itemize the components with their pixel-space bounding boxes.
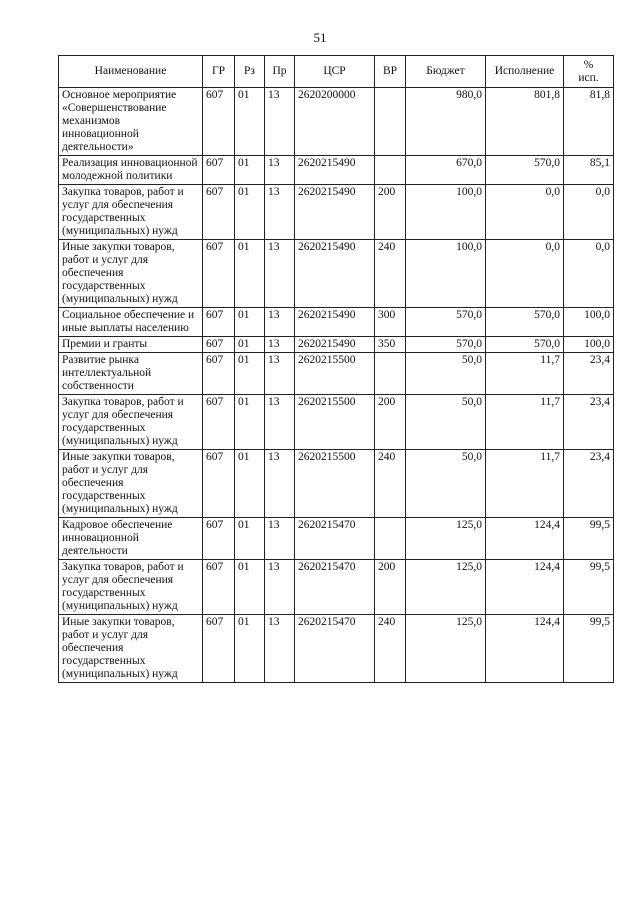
cell-execution: 124,4 bbox=[486, 560, 564, 615]
cell-execution: 0,0 bbox=[486, 185, 564, 240]
cell-name: Иные закупки товаров, работ и услуг для обеспечения государственных (муниципальных) нужд bbox=[59, 450, 203, 518]
cell-execution: 801,8 bbox=[486, 88, 564, 156]
cell-csr: 2620215500 bbox=[295, 353, 375, 395]
header-gr: ГР bbox=[203, 56, 235, 88]
cell-budget: 50,0 bbox=[406, 395, 486, 450]
cell-name: Развитие рынка интеллектуальной собственности bbox=[59, 353, 203, 395]
cell-budget: 125,0 bbox=[406, 615, 486, 683]
table-row bbox=[59, 395, 614, 450]
table-row bbox=[59, 353, 614, 395]
cell-vr: 300 bbox=[375, 308, 406, 337]
cell-csr: 2620215470 bbox=[295, 615, 375, 683]
cell-gr: 607 bbox=[203, 518, 235, 560]
cell-percent: 100,0 bbox=[564, 337, 614, 353]
budget-table bbox=[58, 55, 614, 683]
header-budget: Бюджет bbox=[406, 56, 486, 88]
cell-gr: 607 bbox=[203, 395, 235, 450]
cell-csr: 2620215490 bbox=[295, 185, 375, 240]
cell-gr: 607 bbox=[203, 88, 235, 156]
cell-vr bbox=[375, 88, 406, 156]
cell-rz: 01 bbox=[235, 395, 265, 450]
cell-execution: 570,0 bbox=[486, 156, 564, 185]
cell-percent: 23,4 bbox=[564, 450, 614, 518]
cell-gr: 607 bbox=[203, 240, 235, 308]
cell-pr: 13 bbox=[265, 450, 295, 518]
cell-execution: 11,7 bbox=[486, 395, 564, 450]
cell-csr: 2620215490 bbox=[295, 308, 375, 337]
cell-percent: 99,5 bbox=[564, 518, 614, 560]
cell-execution: 570,0 bbox=[486, 308, 564, 337]
table-row bbox=[59, 518, 614, 560]
cell-budget: 670,0 bbox=[406, 156, 486, 185]
header-vr: ВР bbox=[375, 56, 406, 88]
cell-budget: 125,0 bbox=[406, 518, 486, 560]
table-body bbox=[59, 88, 614, 683]
cell-vr: 200 bbox=[375, 560, 406, 615]
cell-pr: 13 bbox=[265, 337, 295, 353]
cell-name: Закупка товаров, работ и услуг для обеспечения государственных (муниципальных) нужд bbox=[59, 185, 203, 240]
cell-gr: 607 bbox=[203, 560, 235, 615]
cell-name: Кадровое обеспечение инновационной деятельности bbox=[59, 518, 203, 560]
cell-name: Иные закупки товаров, работ и услуг для обеспечения государственных (муниципальных) нужд bbox=[59, 240, 203, 308]
cell-csr: 2620200000 bbox=[295, 88, 375, 156]
cell-pr: 13 bbox=[265, 615, 295, 683]
cell-pr: 13 bbox=[265, 185, 295, 240]
table-row bbox=[59, 337, 614, 353]
cell-budget: 980,0 bbox=[406, 88, 486, 156]
cell-pr: 13 bbox=[265, 353, 295, 395]
cell-percent: 99,5 bbox=[564, 560, 614, 615]
table-row bbox=[59, 185, 614, 240]
cell-execution: 11,7 bbox=[486, 450, 564, 518]
cell-csr: 2620215500 bbox=[295, 450, 375, 518]
cell-percent: 0,0 bbox=[564, 185, 614, 240]
table-row bbox=[59, 450, 614, 518]
cell-budget: 100,0 bbox=[406, 240, 486, 308]
cell-csr: 2620215470 bbox=[295, 518, 375, 560]
cell-budget: 570,0 bbox=[406, 308, 486, 337]
cell-vr: 240 bbox=[375, 450, 406, 518]
table-row bbox=[59, 560, 614, 615]
cell-name: Основное мероприятие «Совершенствование механизмов инновационной деятельности» bbox=[59, 88, 203, 156]
cell-rz: 01 bbox=[235, 185, 265, 240]
cell-name: Закупка товаров, работ и услуг для обеспечения государственных (муниципальных) нужд bbox=[59, 395, 203, 450]
cell-gr: 607 bbox=[203, 450, 235, 518]
table-row bbox=[59, 308, 614, 337]
header-name: Наименование bbox=[59, 56, 203, 88]
cell-vr bbox=[375, 518, 406, 560]
header-execution: Исполнение bbox=[486, 56, 564, 88]
table-row bbox=[59, 88, 614, 156]
cell-gr: 607 bbox=[203, 353, 235, 395]
cell-percent: 99,5 bbox=[564, 615, 614, 683]
cell-rz: 01 bbox=[235, 560, 265, 615]
cell-percent: 0,0 bbox=[564, 240, 614, 308]
cell-vr: 200 bbox=[375, 185, 406, 240]
cell-gr: 607 bbox=[203, 308, 235, 337]
cell-vr: 200 bbox=[375, 395, 406, 450]
cell-pr: 13 bbox=[265, 518, 295, 560]
cell-rz: 01 bbox=[235, 156, 265, 185]
cell-percent: 23,4 bbox=[564, 395, 614, 450]
cell-gr: 607 bbox=[203, 615, 235, 683]
cell-pr: 13 bbox=[265, 560, 295, 615]
cell-vr: 240 bbox=[375, 615, 406, 683]
cell-percent: 100,0 bbox=[564, 308, 614, 337]
cell-csr: 2620215470 bbox=[295, 560, 375, 615]
cell-rz: 01 bbox=[235, 88, 265, 156]
cell-budget: 50,0 bbox=[406, 353, 486, 395]
cell-budget: 100,0 bbox=[406, 185, 486, 240]
cell-gr: 607 bbox=[203, 156, 235, 185]
cell-rz: 01 bbox=[235, 518, 265, 560]
cell-name: Реализация инновационной молодежной политики bbox=[59, 156, 203, 185]
cell-vr bbox=[375, 353, 406, 395]
cell-pr: 13 bbox=[265, 240, 295, 308]
cell-name: Социальное обеспечение и иные выплаты населению bbox=[59, 308, 203, 337]
cell-percent: 81,8 bbox=[564, 88, 614, 156]
cell-execution: 124,4 bbox=[486, 518, 564, 560]
cell-pr: 13 bbox=[265, 395, 295, 450]
cell-execution: 0,0 bbox=[486, 240, 564, 308]
cell-vr bbox=[375, 156, 406, 185]
page-number: 51 bbox=[313, 30, 327, 45]
cell-vr: 350 bbox=[375, 337, 406, 353]
cell-execution: 124,4 bbox=[486, 615, 564, 683]
cell-name: Иные закупки товаров, работ и услуг для обеспечения государственных (муниципальных) нужд bbox=[59, 615, 203, 683]
header-pr: Пр bbox=[265, 56, 295, 88]
cell-vr: 240 bbox=[375, 240, 406, 308]
table-row bbox=[59, 156, 614, 185]
cell-budget: 125,0 bbox=[406, 560, 486, 615]
header-percent: % исп. bbox=[564, 56, 614, 88]
cell-rz: 01 bbox=[235, 308, 265, 337]
cell-gr: 607 bbox=[203, 337, 235, 353]
cell-csr: 2620215490 bbox=[295, 156, 375, 185]
cell-gr: 607 bbox=[203, 185, 235, 240]
cell-pr: 13 bbox=[265, 156, 295, 185]
cell-csr: 2620215490 bbox=[295, 337, 375, 353]
table-row bbox=[59, 240, 614, 308]
cell-csr: 2620215500 bbox=[295, 395, 375, 450]
cell-budget: 570,0 bbox=[406, 337, 486, 353]
cell-name: Премии и гранты bbox=[59, 337, 203, 353]
cell-rz: 01 bbox=[235, 615, 265, 683]
cell-budget: 50,0 bbox=[406, 450, 486, 518]
cell-csr: 2620215490 bbox=[295, 240, 375, 308]
table-row bbox=[59, 615, 614, 683]
cell-name: Закупка товаров, работ и услуг для обеспечения государственных (муниципальных) нужд bbox=[59, 560, 203, 615]
cell-pr: 13 bbox=[265, 88, 295, 156]
header-csr: ЦСР bbox=[295, 56, 375, 88]
cell-pr: 13 bbox=[265, 308, 295, 337]
cell-rz: 01 bbox=[235, 353, 265, 395]
table-header-row bbox=[59, 56, 614, 88]
cell-execution: 570,0 bbox=[486, 337, 564, 353]
cell-execution: 11,7 bbox=[486, 353, 564, 395]
cell-percent: 85,1 bbox=[564, 156, 614, 185]
cell-percent: 23,4 bbox=[564, 353, 614, 395]
cell-rz: 01 bbox=[235, 240, 265, 308]
cell-rz: 01 bbox=[235, 337, 265, 353]
header-rz: Рз bbox=[235, 56, 265, 88]
cell-rz: 01 bbox=[235, 450, 265, 518]
